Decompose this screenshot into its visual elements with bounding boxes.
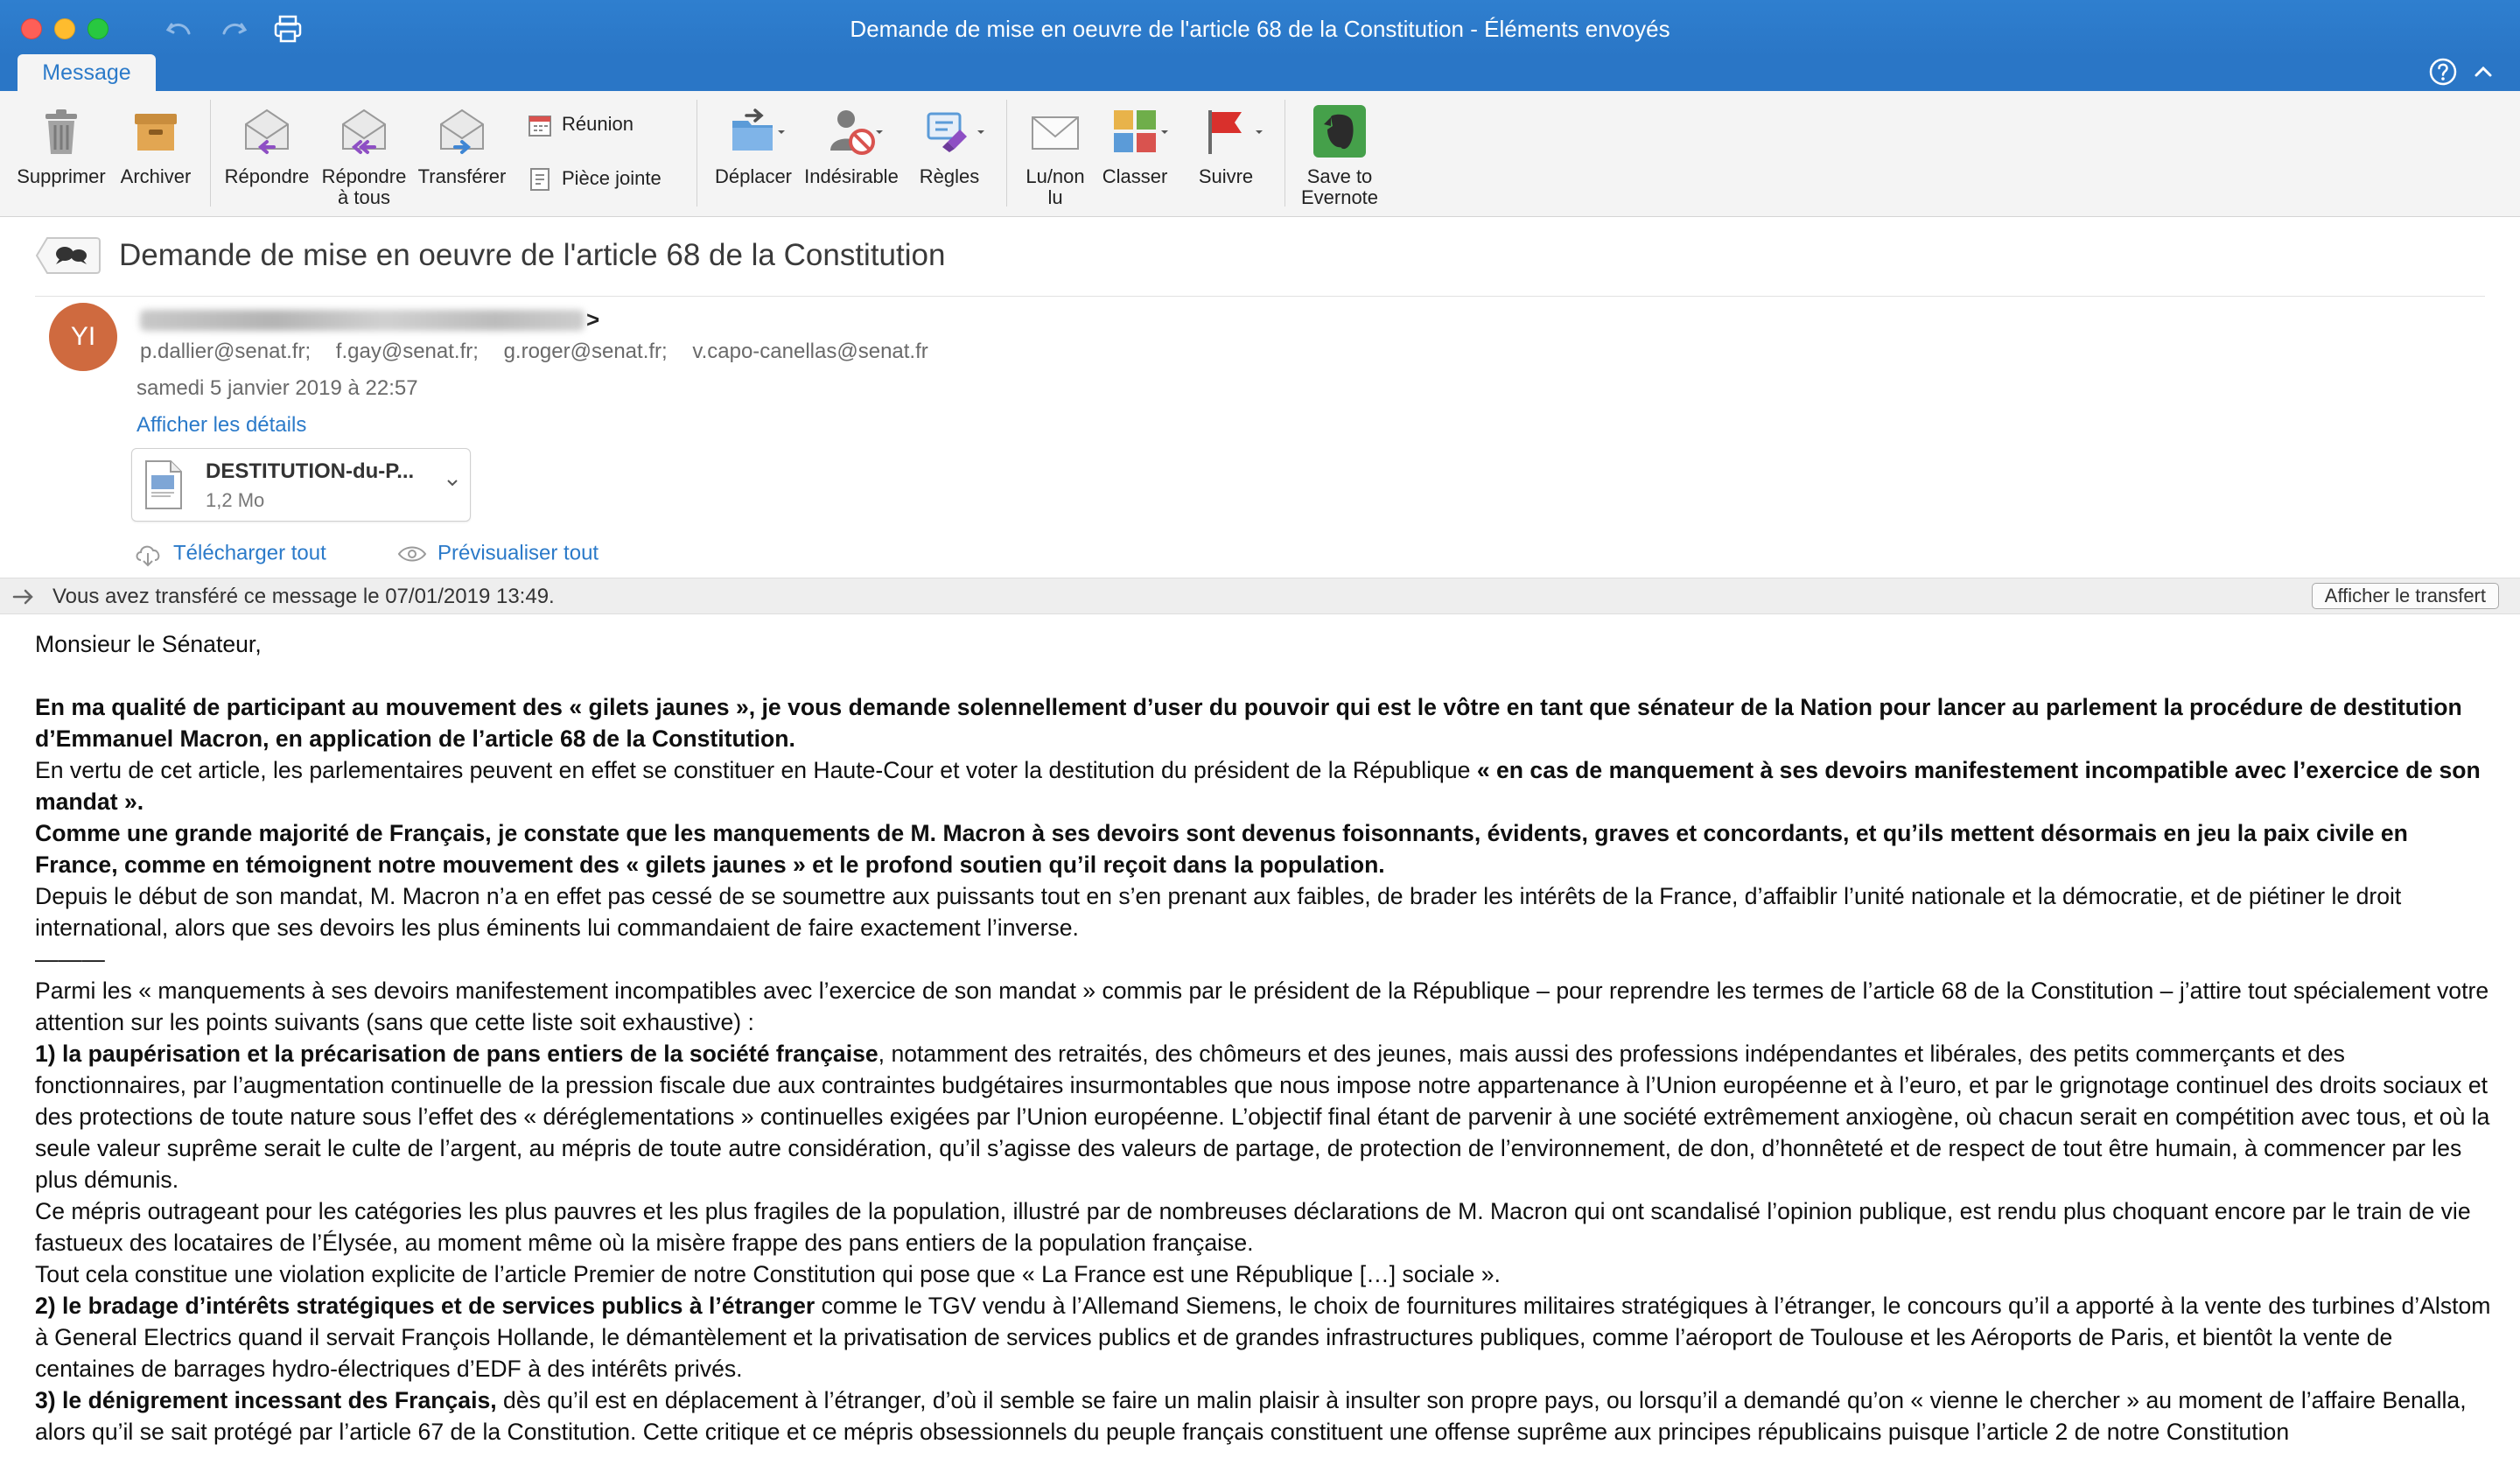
blank-line [35,660,2494,691]
toolbar-separator [210,100,211,207]
preview-all-label: Prévisualiser tout [438,541,599,565]
flag-icon [1198,103,1254,159]
bold-text: 3) le dénigrement incessant des Français, [35,1387,497,1413]
move-button[interactable] [707,103,800,187]
attach-file-button[interactable] [527,166,662,193]
body-text: dès qu’il est en déplacement à l’étranger, d’où il semble se faire un malin plaisir à insulter son propre pays, ou lorsqu’il a demandé qu’on « vienne le chercher » au moment de l’affaire Benalla, alors qu’il se sait protégé par l’article 67 de la Constitution. Cette critique et ce mépris obsessionnels du peuple français constituent une offense suprême aux principes républicains puisque l’article 2 de notre Constitution [35,1387,2467,1445]
attachment-card[interactable] [131,448,471,522]
bold-text: « en cas de manquement à ses devoirs manifestement incompatible avec l’exercice de son mandat ». [35,757,2481,815]
bold-text: En ma qualité de participant au mouvement des « gilets jaunes », je vous demande solennellement d’user du pouvoir qui est le vôtre en tant que sénateur de la Nation pour lancer au parlement la procédure de destitution d’Emmanuel Macron, en application de l’article 68 de la Constitution. [35,694,2462,752]
greeting: Monsieur le Sénateur, [35,631,262,657]
trash-icon [33,103,89,159]
forward-icon [434,103,490,159]
body-paragraph: Depuis le début de son mandat, M. Macron n’a en effet pas cessé de se soumettre aux puissants tout en s’en prenant aux faibles, de brader les intérêts de la France, d’affaiblir l’unité nationale et la démocratie, et de piétiner le droit international, alors que ses devoirs les plus éminents lui commandaient de faire exactement l’inverse. [35,883,2402,941]
meeting-button[interactable] [527,112,634,138]
body-paragraph [35,1384,2494,1447]
toolbar-separator [1284,100,1285,207]
evernote-icon [1312,103,1368,159]
pdf-file-icon [144,459,183,510]
text-divider: ——— [35,946,105,972]
categories-icon [1107,103,1163,159]
categorize-button[interactable] [1096,103,1174,187]
rules-icon [921,103,977,159]
sender-address[interactable] [140,306,599,333]
cloud-download-icon [133,541,163,567]
delete-button[interactable] [14,103,108,187]
body-text: comme le TGV vendu à l’Allemand Siemens, le choix de fournitures militaires stratégiques à l’étranger, le concours qu’il a apporté à la vente des turbines d’Alstom à General Electrics quand il servait François Hollande, le démantèlement et la privatisation de services publics et de grandes infrastructures publiques, comme l’aéroport de Toulouse et les Aéroports de Paris, et bientôt la vente de centaines de barrages hydro-électriques d’EDF à des intérêts privés. [35,1293,2491,1382]
toolbar-separator [696,100,697,207]
read-unread-label-2: lu [1047,186,1063,208]
download-all-link[interactable] [133,541,326,567]
forward-info-bar [0,578,2520,614]
archive-label: Archiver [120,165,192,187]
reply-all-label-2: à tous [338,186,390,208]
recipient[interactable]: f.gay@senat.fr; [335,340,479,363]
bold-text: Comme une grande majorité de Français, je constate que les manquements de M. Macron à ses devoirs sont devenus foisonnants, évidents, graves et concordants, et qu’ils mettent désormais en jeu la paix civile en France, comme en témoignent notre mouvement des « gilets jaunes » et le profond soutien qu’il reçoit dans la population. [35,820,2408,878]
chevron-down-icon[interactable] [445,475,459,489]
bold-text: 1) la paupérisation et la précarisation de pans entiers de la société française [35,1041,878,1067]
reply-all-icon [336,103,392,159]
attachment-label: Pièce jointe [562,166,662,189]
body-paragraph [35,1038,2494,1195]
message-subject: Demande de mise en oeuvre de l'article 68 de la Constitution [119,238,946,272]
follow-up-dropdown-caret-icon[interactable] [1253,126,1265,138]
reply-label: Répondre [224,165,310,187]
body-paragraph: Parmi les « manquements à ses devoirs manifestement incompatibles avec l’exercice de son mandat » commis par le président de la République – pour reprendre les termes de l’article 68 de la Constitution – j’attire tout spécialement votre attention sur les points suivants (sans que cette liste soit exhaustive) : [35,978,2489,1035]
window-title: Demande de mise en oeuvre de l'article 68 de la Constitution - Éléments envoyés [850,16,1670,42]
show-details-link[interactable]: Afficher les détails [136,413,307,437]
junk-label: Indésirable [804,165,899,187]
body-paragraph: Ce mépris outrageant pour les catégories les plus pauvres et les plus fragiles de la population, illustré par de nombreuses déclarations de M. Macron qui ont scandalisé l’opinion publique, est rendu plus choquant encore par le train de vie fastueux des locataires de l’Élysée, au moment même où la misère frappe des pans entiers de la population française. [35,1198,2471,1256]
attachment-name: DESTITUTION-du-P... [206,459,415,483]
tab-message[interactable]: Message [18,54,156,93]
rules-label: Règles [919,165,980,187]
categorize-label: Classer [1102,165,1168,187]
body-text: , notamment des retraités, des chômeurs et des jeunes, mais aussi des professions indépendantes et libérales, des petits commerçants et des fonctionnaires, par l’augmentation continuelle de la pression fiscale due aux contraintes budgétaires insurmontables que nous impose notre appartenance à l’Union européenne et à l’euro, et par le grignotage continuel des droits sociaux et des protections de toute nature sous l’effet des « déréglementations » continuelles exigées par l’Union européenne. L’objectif final étant de parvenir à une société extrêmement anxiogène, où chacun serait en compétition avec tous, et où la seule valeur suprême serait le culte de l’argent, au mépris de toute autre considération, qu’il s’agisse des valeurs de partage, de protection de l’environnement, de don, d’honnêteté et de respect de tout être humain, à commencer par les plus démunis. [35,1041,2490,1193]
reply-all-button[interactable] [317,103,411,208]
ribbon-tab-bar [0,58,2520,91]
toolbar-separator [1006,100,1007,207]
body-paragraph: Tout cela constitue une violation explicite de l’article Premier de notre Constitution qui pose que « La France est une République […] sociale ». [35,1261,1501,1287]
eye-icon [397,541,427,567]
categorize-dropdown-caret-icon[interactable] [1158,126,1171,138]
bold-text: 2) le bradage d’intérêts stratégiques et de services publics à l’étranger [35,1293,816,1319]
reply-all-label-1: Répondre [321,165,407,187]
attachment-size: 1,2 Mo [206,489,265,511]
read-unread-label-1: Lu/non [1026,165,1085,187]
recipient-list [140,340,948,364]
reply-button[interactable] [220,103,313,187]
message-body [35,628,2494,1447]
preview-all-link[interactable] [397,541,598,567]
body-paragraph [35,1290,2494,1384]
download-all-label: Télécharger tout [173,541,326,565]
recipient[interactable]: p.dallier@senat.fr; [140,340,312,363]
title-bar [0,0,2520,58]
redacted-sender [140,310,584,331]
recipient[interactable]: g.roger@senat.fr; [503,340,668,363]
message-date: samedi 5 janvier 2019 à 22:57 [136,376,418,400]
move-label: Déplacer [714,165,793,187]
evernote-label-2: Evernote [1300,186,1379,208]
move-folder-icon [725,103,781,159]
follow-up-label: Suivre [1198,165,1254,187]
junk-icon [823,103,879,159]
junk-dropdown-caret-icon[interactable] [873,126,886,138]
save-to-evernote-button[interactable] [1292,103,1388,208]
meeting-label: Réunion [562,112,634,135]
body-text: En vertu de cet article, les parlementaires peuvent en effet se constituer en Haute-Cour et voter la destitution du président de la République [35,757,1477,783]
help-icon[interactable] [2427,56,2459,88]
conversation-icon[interactable] [35,236,102,275]
move-dropdown-caret-icon[interactable] [775,126,788,138]
sender-chevron: > [586,306,600,333]
attachment-icon [527,166,553,193]
junk-button[interactable] [800,103,903,187]
show-forward-button[interactable]: Afficher le transfert [2312,583,2499,609]
rules-button[interactable] [905,103,994,187]
follow-up-button[interactable] [1186,103,1265,187]
ribbon-toolbar [0,91,2520,217]
sender-avatar: YI [49,303,117,371]
forward-notice: Vous avez transféré ce message le 07/01/2019 13:49. [52,585,555,608]
forward-label: Transférer [417,165,507,187]
envelope-icon [1027,103,1083,159]
calendar-icon [527,112,553,138]
body-paragraph [35,691,2494,754]
rules-dropdown-caret-icon[interactable] [975,126,987,138]
evernote-label-1: Save to [1306,165,1373,187]
read-unread-button[interactable] [1015,103,1096,208]
header-divider [35,296,2485,297]
delete-label: Supprimer [17,165,106,187]
forward-arrow-icon [12,587,35,606]
body-paragraph [35,754,2494,817]
archive-button[interactable] [112,103,200,187]
reply-icon [239,103,295,159]
body-paragraph [35,817,2494,880]
recipient[interactable]: v.capo-canellas@senat.fr [692,340,928,363]
forward-button[interactable] [415,103,509,187]
collapse-ribbon-icon[interactable] [2473,61,2494,82]
archive-box-icon [128,103,184,159]
